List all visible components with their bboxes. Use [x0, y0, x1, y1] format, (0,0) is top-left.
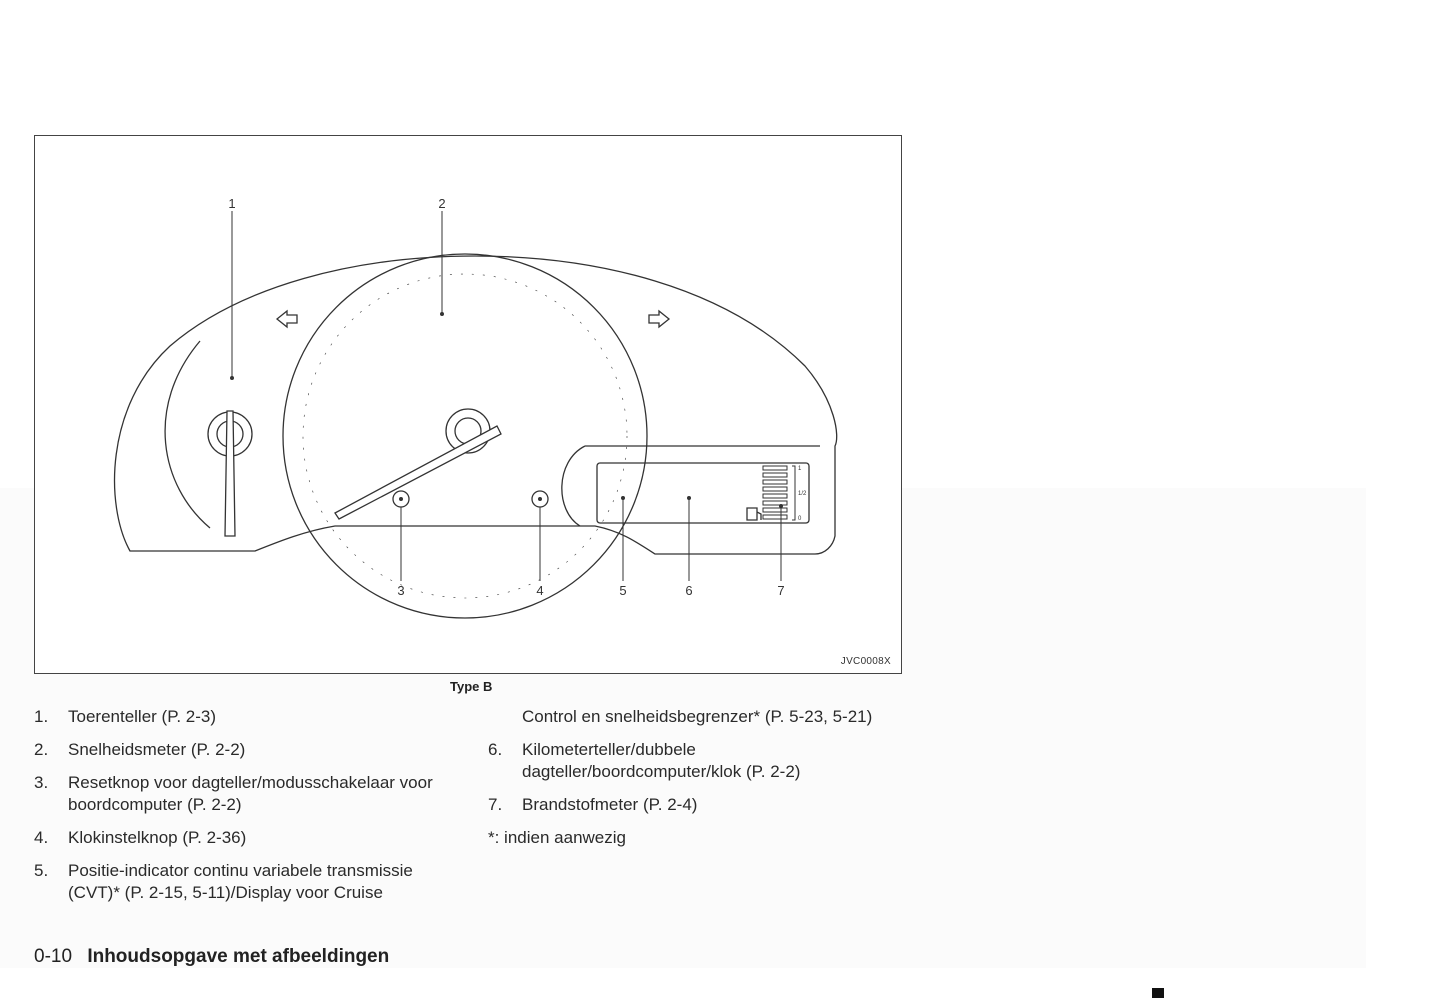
- legend-right-column: [488, 706, 888, 849]
- page-number: 0-10: [34, 946, 73, 967]
- legend-item-text: Klokinstelknop (P. 2-36): [68, 828, 247, 847]
- legend-item-text: Kilometerteller/dubbele dagteller/boordcomputer/klok (P. 2-2): [522, 740, 801, 781]
- callout-5: 5: [619, 583, 627, 598]
- legend-item-number: 1.: [34, 707, 49, 726]
- page-footer: [34, 946, 389, 968]
- legend-item-7: [488, 794, 888, 816]
- turn-signal-left-icon: [277, 311, 297, 327]
- fuel-mark-full: 1: [798, 466, 802, 472]
- callout-2: 2: [438, 196, 446, 211]
- legend-item-text: Resetknop voor dagteller/modusschakelaar voor boordcomputer (P. 2-2): [68, 773, 433, 814]
- legend-item-text: Toerenteller (P. 2-3): [68, 707, 217, 726]
- instrument-cluster-diagram: [35, 136, 901, 673]
- fuel-pump-icon: [747, 508, 761, 520]
- legend-item-text: Positie-indicator continu variabele transmissie (CVT)* (P. 2-15, 5-11)/Display voor Cruise: [68, 861, 413, 902]
- turn-signal-right-icon: [649, 311, 669, 327]
- figure-type-label: Type B: [450, 679, 493, 694]
- legend-item-number: 5.: [34, 861, 49, 880]
- callout-3: 3: [397, 583, 405, 598]
- legend-item-2: [34, 739, 454, 761]
- callout-6: 6: [685, 583, 693, 598]
- legend-item-3: [34, 772, 454, 816]
- legend-item-number: 4.: [34, 828, 49, 847]
- legend-item-text: Snelheidsmeter (P. 2-2): [68, 740, 246, 759]
- fuel-mark-half: 1/2: [798, 491, 807, 497]
- fuel-gauge-bars: [763, 466, 795, 520]
- callout-1: 1: [228, 196, 236, 211]
- legend-item-number: 6.: [488, 740, 503, 759]
- legend-item-5: [34, 860, 454, 904]
- callout-dots: [230, 312, 783, 508]
- availability-note: *: indien aanwezig: [488, 828, 626, 847]
- legend-item-5-continuation: Control en snelheidsbegrenzer* (P. 5-23, 5-21): [522, 707, 873, 726]
- legend-item-number: 3.: [34, 773, 49, 792]
- speedometer-needle: [335, 426, 501, 519]
- callout-7: 7: [777, 583, 785, 598]
- legend-item-text: Brandstofmeter (P. 2-4): [522, 795, 698, 814]
- section-title: Inhoudsopgave met afbeeldingen: [87, 946, 390, 967]
- instrument-cluster-figure: [34, 135, 902, 674]
- legend-item-6: [488, 739, 888, 783]
- legend-item-number: 7.: [488, 795, 503, 814]
- tachometer-dial: [165, 341, 210, 528]
- tachometer-needle: [225, 411, 235, 536]
- callout-4: 4: [536, 583, 544, 598]
- legend-item-number: 2.: [34, 740, 49, 759]
- legend-left-column: [34, 706, 454, 915]
- speedometer-ticks: [303, 274, 627, 598]
- cluster-housing: [115, 256, 837, 554]
- legend-item-4: [34, 827, 454, 849]
- figure-code: JVC0008X: [840, 656, 891, 667]
- speedometer-dial: [283, 254, 647, 618]
- fuel-mark-empty: 0: [798, 516, 802, 522]
- page-edge-mark: [1152, 988, 1164, 998]
- legend-item-1: [34, 706, 454, 728]
